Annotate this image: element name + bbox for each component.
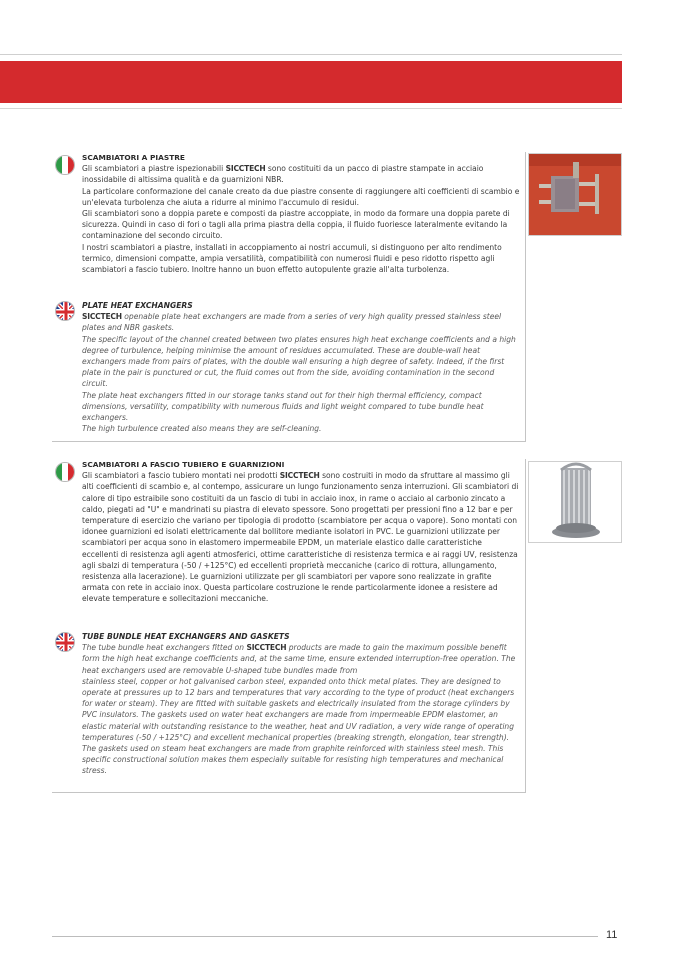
paragraph-en: The tube bundle heat exchangers fitted on SICCTECH products are made to gain the maximum possible benefit form the high heat exchange coefficients and, at the same time, ensure extended interruption-free operation. The heat exchangers used are removable U-shaped tube bundles made from [82, 643, 516, 675]
tube-bundle-photo [528, 461, 622, 543]
footer-rule [52, 936, 598, 937]
uk-flag-icon [55, 632, 75, 652]
section-title-it: SCAMBIATORI A FASCIO TUBIERO E GUARNIZIONI [82, 460, 285, 469]
brand-logo: SICCTECH [279, 471, 320, 481]
italian-text-block [82, 152, 520, 275]
paragraph-en: The high turbulence created also means they are self-cleaning. [82, 424, 322, 434]
english-text-block [82, 631, 520, 777]
italian-text-block [82, 459, 520, 605]
brand-logo: SICCTECH [246, 643, 287, 653]
paragraph-en: The specific layout of the channel created between two plates ensures high heat exchange coefficients and a high degree of turbulence, helping minimise the amount of residues accumulated. These are double-wall heat exchangers made from pairs of plates, with the double wall ensuring a high degree of safety. Indeed, if the first plate in the pair is punctured or cut, the fluid comes out from the side, avoiding contamination in the second circuit. [82, 334, 516, 389]
paragraph-en: SICCTECH openable plate heat exchangers are made from a series of very high quality pressed stainless steel plates and NBR gaskets. [82, 312, 502, 333]
section-title-en: PLATE HEAT EXCHANGERS [82, 301, 193, 310]
brand-logo: SICCTECH [225, 164, 266, 174]
paragraph-it: La particolare conformazione del canale creato da due piastre consente di raggiungere alti coefficienti di scambio e un'elevata turbolenza che aiuta a ridurre al minimo l'accumulo di residui. [82, 186, 520, 207]
plate-exchangers-section [52, 152, 526, 442]
section-title-en: TUBE BUNDLE HEAT EXCHANGERS AND GASKETS [82, 632, 290, 641]
header-sub-rule [0, 108, 622, 109]
paragraph-it: Gli scambiatori sono a doppia parete e composti da piastre accoppiate, in modo da formare una doppia parete di sicurezza. Quindi in caso di fori o tagli alla prima piastra della coppia, il fluido fuoriesce lateralmente evitando la contaminazione del secondo circuito. [82, 209, 510, 241]
brand-logo: SICCTECH [82, 312, 122, 322]
paragraph-en: The plate heat exchangers fitted in our storage tanks stand out for their high thermal efficiency, compact dimensions, versatility, compatibility with numerous fluids and light weight compared to tube bundle heat exchangers. [82, 390, 484, 423]
paragraph-it: Gli scambiatori a piastre ispezionabili SICCTECH sono costituiti da un pacco di piastre stampate in acciaio inossidabile di altissima qualità e da guarnizioni NBR. [82, 164, 484, 185]
page-number: 11 [606, 929, 618, 941]
uk-flag-icon [55, 301, 75, 321]
italian-flag-icon [55, 155, 75, 175]
english-text-block [82, 300, 520, 434]
header-rule [0, 54, 622, 55]
header-red-band [0, 61, 622, 103]
paragraph-it: I nostri scambiatori a piastre, installati in accoppiamento ai nostri accumuli, si distinguono per alto rendimento termico, dimensioni compatte, ampia versatilità, compatibilità con numerosi fluidi e peso ridotto rispetto agli scambiatori a fascio tubiero. Inoltre hanno un buon effetto autopulente grazie all'alta turbolenza. [82, 242, 502, 275]
paragraph-it: Gli scambiatori a fascio tubiero montati nei prodotti SICCTECH sono costruiti in modo da sfruttare al massimo gli alti coefficienti di scambio e, al contempo, assicurare un lungo funzionamento senza interruzioni. Gli scambiatori di calore di tipo estraibile sono costituiti da un fascio di tubi in acciaio inox, in rame o acciaio al carbonio zincato a caldo, piegati ad "U" e mandrinati su piastra di elevato spessore. Sono progettati per pressioni fino a 12 bar e per temperature di esercizio che variano per tipologia di prodotto (scambiatore per acqua o vapore). Sono montati con idonee guarnizioni ed isolati elettricamente dal bollitore mediante isolatori in PVC. Le guarnizioni utilizzate per scambiatori per acqua sono in elastomero impermeabile EPDM, un materiale elastico dalle caratteristiche eccellenti di resistenza agli agenti atmosferici, ottime caratteristiche di resistenza termica e ai raggi UV, resistenza agli sbalzi di temperatura (-50 / +125°C) ed eccellenti proprietà meccaniche (carico di rottura, allungamento, resistenza alla lacerazione). Le guarnizioni utilizzate per gli scambiatori per vapore sono realizzate in grafite armata con rete in acciaio inox. Questa particolare costruzione le rende particolarmente idonee a resistere ad elevate temperature e sollecitazioni meccaniche. [82, 471, 519, 604]
plate-exchanger-photo [528, 153, 622, 236]
tube-bundle-section [52, 459, 526, 793]
italian-flag-icon [55, 462, 75, 482]
section-title-it: SCAMBIATORI A PIASTRE [82, 153, 185, 162]
paragraph-en: stainless steel, copper or hot galvanised carbon steel, expanded onto thick metal plates. They are designed to operate at pressures up to 12 bars and temperatures that vary according to the type of product (heat exchangers for water or steam). They are fitted with suitable gaskets and electrically insulated from the storage cylinders by PVC insulators. The gaskets used on water heat exchangers are made from impermeable EPDM elastomer, an elastic material with outstanding resistance to the weather, heat and UV radiation, a very wide range of operating temperatures (-50 / +125°C) and excellent mechanical properties (breaking strength, elongation, tear strength). The gaskets used on steam heat exchangers are made from graphite reinforced with stainless steel mesh. This specific constructional solution makes them especially suitable for resisting high temperatures and mechanical stress. [82, 676, 515, 776]
